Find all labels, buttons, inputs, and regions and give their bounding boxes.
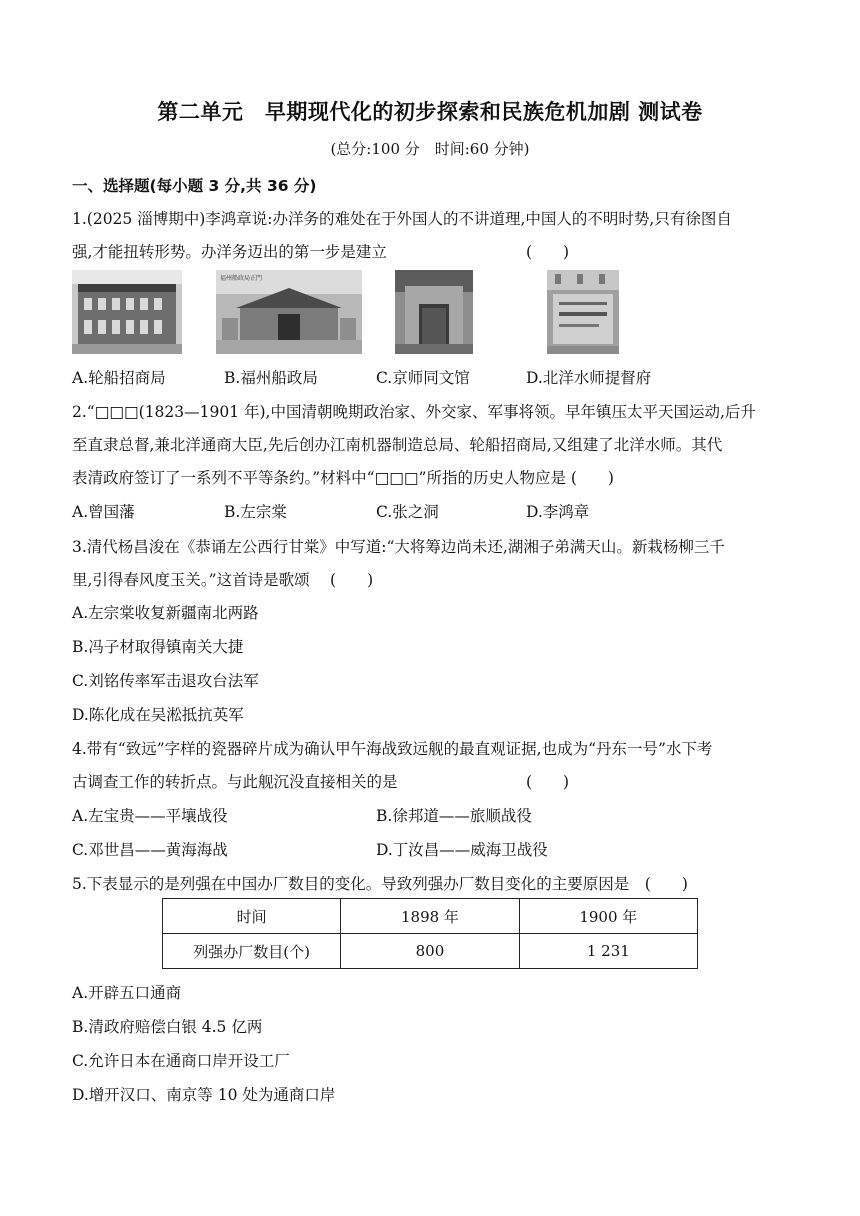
q3-stem-line2: 里,引得春风度玉关。”这首诗是歌颂 ( ): [72, 571, 374, 589]
table-header-row: [163, 899, 698, 934]
q1-answer-blank: ( ): [526, 243, 570, 261]
q2-option-b[interactable]: B.左宗棠: [224, 503, 287, 521]
page-title: 第二单元 早期现代化的初步探索和民族危机加剧 测试卷: [157, 100, 703, 124]
q4-answer-blank: ( ): [526, 773, 570, 791]
q3-option-d[interactable]: D.陈化成在吴淞抵抗英军: [72, 706, 244, 724]
q2-option-a[interactable]: A.曾国藩: [72, 503, 135, 521]
q4-stem-line1: 4.带有“致远”字样的瓷器碎片成为确认甲午海战致远舰的最直观证据,也成为“丹东一号”水下考: [72, 740, 713, 758]
q1-photo-a: [72, 270, 182, 354]
q4-option-b[interactable]: B.徐邦道——旅顺战役: [376, 807, 532, 825]
q1-option-c[interactable]: C.京师同文馆: [376, 369, 470, 387]
q2-stem-line1: 2.“□□□(1823—1901 年),中国清朝晚期政治家、外交家、军事将领。早年镇压太平天国运动,后升: [72, 403, 756, 421]
q4-option-d[interactable]: D.丁汝昌——威海卫战役: [376, 841, 548, 859]
q3-option-a[interactable]: A.左宗棠收复新疆南北两路: [72, 604, 259, 622]
q2-option-d[interactable]: D.李鸿章: [526, 503, 590, 521]
q1-photo-c: [395, 270, 473, 354]
q1-stem-text: 强,才能扭转形势。办洋务迈出的第一步是建立: [72, 243, 387, 261]
q5-factory-table: [162, 898, 698, 969]
q1-photo-b: [216, 270, 362, 354]
table-header-cell: 1900 年: [519, 899, 697, 934]
q5-option-b[interactable]: B.清政府赔偿白银 4.5 亿两: [72, 1018, 263, 1036]
q2-stem-line3: 表清政府签订了一系列不平等条约。”材料中“□□□”所指的历史人物应是 ( ): [72, 469, 614, 487]
section-heading: 一、选择题(每小题 3 分,共 36 分): [72, 177, 317, 195]
q1-photo-d: [547, 270, 619, 354]
q2-option-c[interactable]: C.张之洞: [376, 503, 439, 521]
q4-option-c[interactable]: C.邓世昌——黄海海战: [72, 841, 228, 859]
q1-photo-b-caption: 福州船政局正門: [220, 275, 263, 282]
table-cell: 800: [341, 934, 519, 969]
table-cell: 1 231: [519, 934, 697, 969]
exam-info: (总分:100 分 时间:60 分钟): [330, 140, 530, 158]
q1-option-b[interactable]: B.福州船政局: [224, 369, 318, 387]
q2-stem-line2: 至直隶总督,兼北洋通商大臣,先后创办江南机器制造总局、轮船招商局,又组建了北洋水师。其代: [72, 436, 723, 454]
q3-option-c[interactable]: C.刘铭传率军击退攻台法军: [72, 672, 259, 690]
q3-option-b[interactable]: B.冯子材取得镇南关大捷: [72, 638, 244, 656]
q1-option-a[interactable]: A.轮船招商局: [72, 369, 166, 387]
table-header-cell: 时间: [163, 899, 341, 934]
q5-option-a[interactable]: A.开辟五口通商: [72, 984, 182, 1002]
q5-stem-line1: 5.下表显示的是列强在中国办厂数目的变化。导致列强办厂数目变化的主要原因是 ( ): [72, 875, 688, 893]
table-header-cell: 1898 年: [341, 899, 519, 934]
q1-stem-line2: [72, 240, 792, 262]
q1-option-d[interactable]: D.北洋水师提督府: [526, 369, 652, 387]
table-row: [163, 934, 698, 969]
q5-option-c[interactable]: C.允许日本在通商口岸开设工厂: [72, 1052, 290, 1070]
q4-stem-line2: 古调查工作的转折点。与此舰沉没直接相关的是: [72, 773, 398, 791]
q4-option-a[interactable]: A.左宝贵——平壤战役: [72, 807, 228, 825]
table-cell: 列强办厂数目(个): [163, 934, 341, 969]
q5-option-d[interactable]: D.增开汉口、南京等 10 处为通商口岸: [72, 1086, 336, 1104]
q1-stem-line1: 1.(2025 淄博期中)李鸿章说:办洋务的难处在于外国人的不讲道理,中国人的不明时势,只有徐图自: [72, 210, 732, 228]
q3-stem-line1: 3.清代杨昌浚在《恭诵左公西行甘棠》中写道:“大将筹边尚未还,湖湘子弟满天山。新栽杨柳三千: [72, 538, 725, 556]
